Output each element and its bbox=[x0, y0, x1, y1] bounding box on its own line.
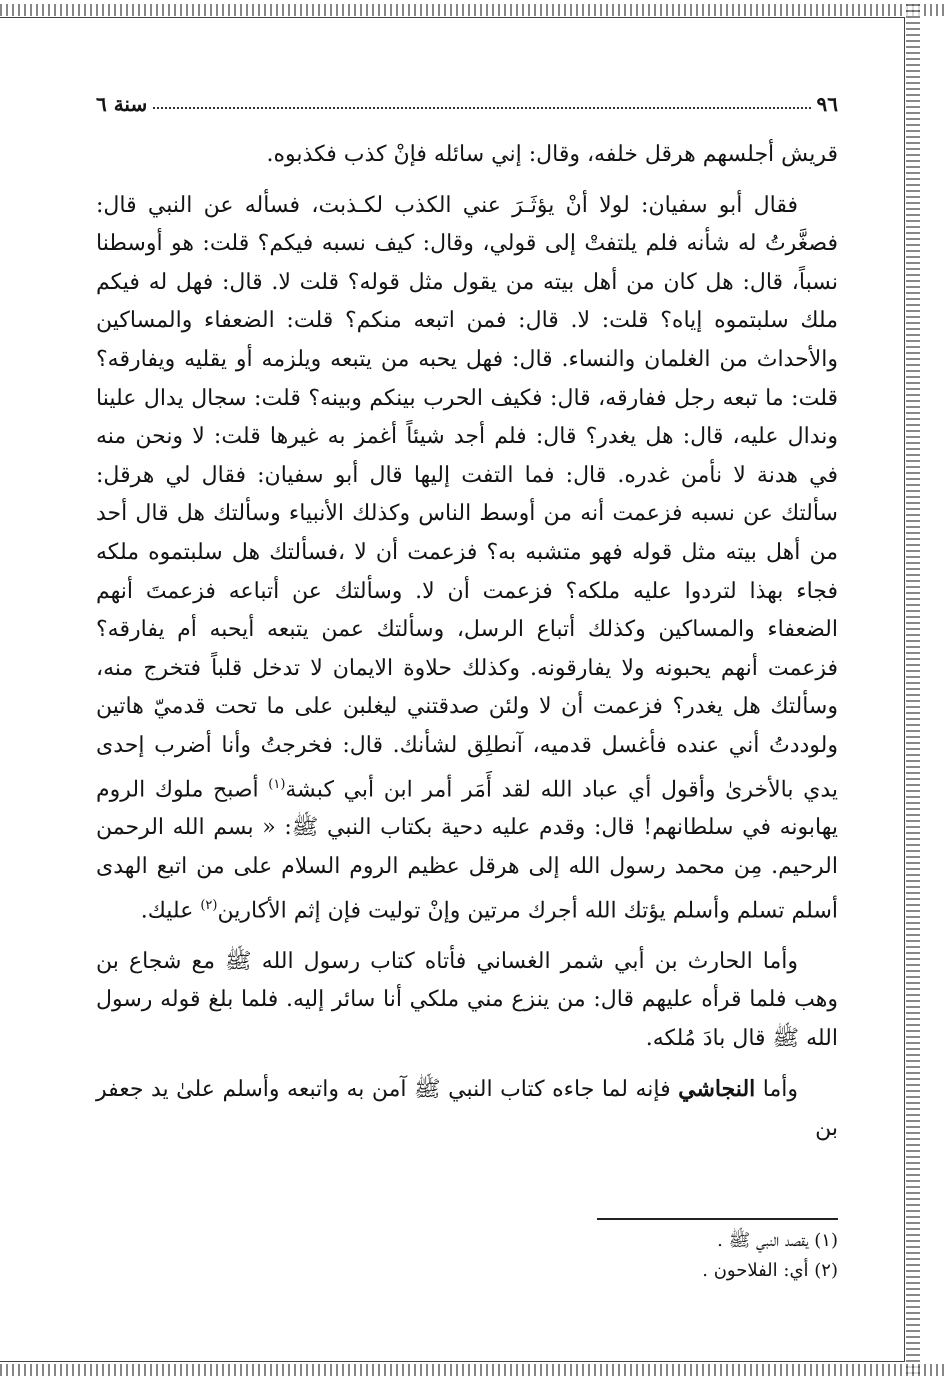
paragraph-2-end: عليك. bbox=[140, 897, 201, 923]
footnote-1: (١) يقصد النبي ﷺ . bbox=[717, 1230, 838, 1251]
footnote-ref-2: (٢) bbox=[200, 897, 218, 913]
paragraph-2-text: فقال أبو سفيان: لولا أنْ يؤثَـرَ عني الكذب لكـذبت، فسأله عن النبي قال: فصغَّرتُ له شأنه فلم يلتفتْ إلى قولي، وقال: كيف نسبه فيكم؟ قلت: هو أوسطنا نسباً، قال: هل كان من أهل بيته من يقول مثل قوله؟ قلت لا. قال: فهل له فيكم ملك سلبتموه إياه؟ قلت: لا. قال: فمن اتبعه منكم؟ قلت: الضعفاء والمساكين والأحداث من الغلمان والنساء. قال: فهل يحبه من يتبعه ويلزمه أو يقليه ويفارقه؟ قلت: ما تبعه رجل ففارقه، قال: فكيف الحرب بينكم وبينه؟ قلت: سجال يدال علينا وندال عليه، قال: هل يغدر؟ قال: فلم أجد شيئاً أغمز به غيرها قلت: لا ونحن منه في هدنة لا نأمن غدره. قال: فما التفت إليها قال أبو سفيان: فقال لي هرقل: سألتك عن نسبه فزعمت أنه من أوسط الناس وكذلك الأنبياء وسألتك هل قال أحد من أهل بيته مثل قوله فهو متشبه به؟ فزعمت أن لا ،فسألتك هل سلبتموه ملكه فجاء بهذا لتردوا عليه ملكه؟ فزعمت أن لا. وسألتك عن أتباعه فزعمتَ أنهم الضعفاء والمساكين وكذلك أتباع الرسل، وسألتك عمن يتبعه أيحبه أم يفارقه؟ فزعمت أنهم يحبونه ولا يفارقونه. وكذلك حلاوة الايمان لا تدخل قلباً فتخرج منه، وسألتك هل يغدر؟ فزعمت أن لا ولئن صدقتني ليغلبن على ما تحت قدميّ هاتين ولوددتُ أني عنده فأغسل قدميه، آنطلِق لشأنك. قال: فخرجتُ وأنا أضرب إحدى يدي بالأخرىٰ وأقول أي عباد الله لقد أَمَر أمر ابن أبي كبشة bbox=[96, 192, 838, 802]
paragraph-4-bold-name: النجاشي bbox=[678, 1076, 756, 1103]
paragraph-4-start: وأما bbox=[755, 1077, 799, 1103]
paragraph-4 bbox=[96, 1070, 838, 1148]
paragraph-2 bbox=[96, 187, 838, 931]
header-dotted-leader bbox=[153, 107, 810, 109]
border-line-right bbox=[904, 17, 905, 1362]
paragraph-4-rest: فإنه لما جاءه كتاب النبي ﷺ آمن به واتبعه وأسلم علىٰ يد جعفر بن bbox=[96, 1077, 838, 1141]
page-number: ٩٦ bbox=[816, 92, 838, 116]
ornamental-border-top bbox=[0, 4, 946, 16]
ornamental-border-bottom bbox=[0, 1364, 946, 1376]
running-title: سنة ٦ bbox=[96, 92, 148, 116]
paragraph-2-continued: أصبح ملوك الروم يهابونه في سلطانهم! قال: وقدم عليه دحية بكتاب النبي ﷺ: « بسم الله الرحمن الرحيم. مِن محمد رسول الله إلى هرقل عظيم الروم السلام على من اتبع الهدى أسلم تسلم وأسلم يؤتك الله أجرك مرتين وإنْ توليت فإن إثم الأكارين bbox=[96, 776, 838, 923]
footnote-2: (٢) أي: الفلاحون . bbox=[702, 1260, 838, 1281]
body-text bbox=[96, 136, 838, 1149]
border-line-top bbox=[0, 17, 904, 18]
footnotes bbox=[480, 1226, 838, 1286]
border-line-bottom bbox=[0, 1361, 904, 1362]
paragraph-1: قريش أجلسهم هرقل خلفه، وقال: إني سائله فإنْ كذب فكذبوه. bbox=[266, 142, 838, 167]
paragraph-3: وأما الحارث بن أبي شمر الغساني فأتاه كتاب رسول الله ﷺ مع شجاع بن وهب فلما قرأه عليهم قال: من ينزع مني ملكي أنا سائر إليه. فلما بلغ قوله رسول الله ﷺ قال بادَ مُلكه. bbox=[96, 948, 838, 1051]
footnote-ref-1: (١) bbox=[268, 776, 286, 792]
footnote-separator bbox=[597, 1218, 838, 1220]
page-header bbox=[96, 86, 838, 116]
ornamental-border-right bbox=[906, 4, 920, 1376]
